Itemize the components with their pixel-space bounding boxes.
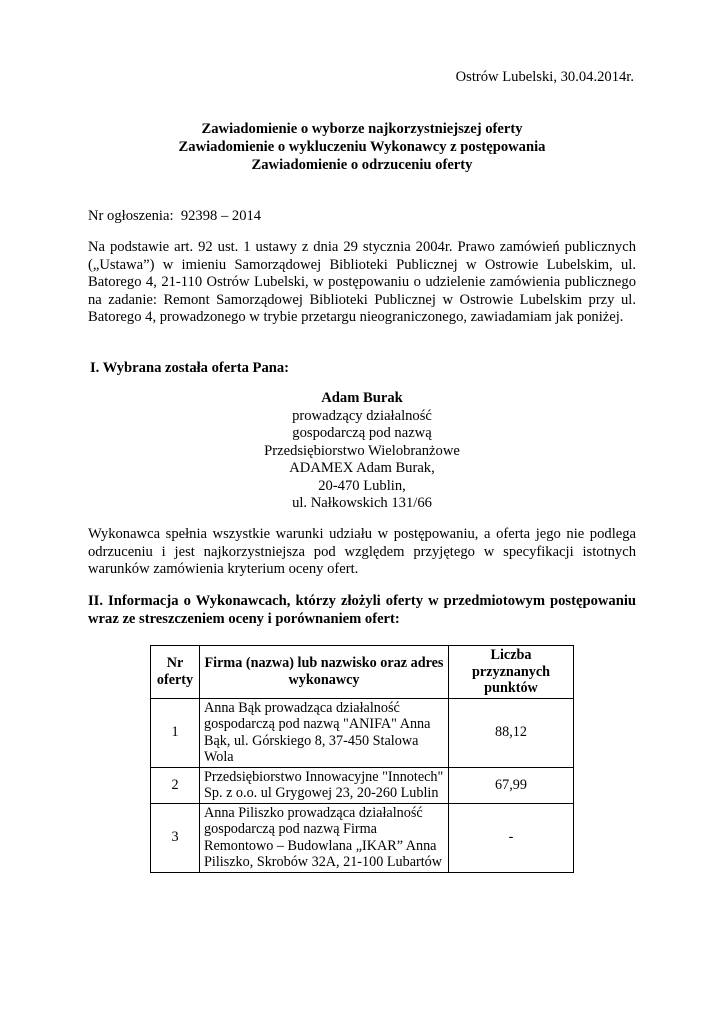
cell-points: 67,99: [449, 767, 574, 803]
title-exclusion: Zawiadomienie o wykluczeniu Wykonawcy z postępowania: [178, 139, 546, 155]
winner-line: Przedsiębiorstwo Wielobranżowe: [264, 442, 460, 459]
cell-firm: Przedsiębiorstwo Innowacyjne "Innotech" Sp. z o.o. ul Grygowej 23, 20-260 Lublin: [200, 767, 449, 803]
winner-line: ul. Nałkowskich 131/66: [292, 495, 432, 511]
table-row: [151, 698, 574, 767]
cell-points: 88,12: [449, 698, 574, 767]
cell-nr: 1: [151, 698, 200, 767]
winner-line: prowadzący działalność: [292, 407, 432, 424]
winner-line: 20-470 Lublin,: [318, 477, 406, 494]
place-and-date: Ostrów Lubelski, 30.04.2014r.: [455, 69, 634, 85]
intro-paragraph: Na podstawie art. 92 ust. 1 ustawy z dnia 29 stycznia 2004r. Prawo zamówień publicznych („Ustawa”) w imieniu Samorządowej Biblioteki Publicznej w Ostrowie Lubelskim, ul. Batorego 4, 21-110 Ostrów Lubelski, w postępowaniu o udzielenie zamówienia publicznego na zadanie: Remont Samorządowej Biblioteki Publicznej w Ostrowie Lubelskim przy ul. Batorego 4, prowadzonego w trybie przetargu nieograniczonego, zawiadamiam jak poniżej.: [88, 239, 636, 325]
verdict-paragraph: Wykonawca spełnia wszystkie warunki udziału w postępowaniu, a oferta jego nie podlega odrzuceniu i jest najkorzystniejsza pod względem przyjętego w specyfikacji istotnych warunków zamówienia kryterium oceny ofert.: [88, 526, 636, 577]
title-best-offer: Zawiadomienie o wyborze najkorzystniejszej oferty: [201, 121, 523, 137]
announcement-number: [88, 208, 261, 225]
offers-table: [150, 645, 574, 873]
header-firm: Firma (nazwa) lub nazwisko oraz adres wykonawcy: [200, 646, 449, 699]
cell-firm: Anna Bąk prowadząca działalność gospodarczą pod nazwą "ANIFA" Anna Bąk, ul. Górskiego 8, 37-450 Stalowa Wola: [200, 698, 449, 767]
section-1-heading: I. Wybrana została oferta Pana:: [90, 360, 290, 376]
winner-line: gospodarczą pod nazwą: [292, 425, 432, 441]
header-nr: Nr oferty: [151, 646, 200, 699]
table-row: [151, 803, 574, 872]
title-rejection: Zawiadomienie o odrzuceniu oferty: [251, 157, 473, 173]
document-titles: [0, 120, 724, 174]
cell-nr: 3: [151, 803, 200, 872]
section-2-heading: II. Informacja o Wykonawcach, którzy złożyli oferty w przedmiotowym postępowaniu wraz ze streszczeniem oceny i porównaniem ofert:: [88, 593, 636, 627]
winner-block: [0, 390, 724, 513]
cell-points: -: [449, 803, 574, 872]
table-header-row: [151, 646, 574, 699]
cell-firm: Anna Piliszko prowadząca działalność gospodarczą pod nazwą Firma Remontowo – Budowlana „IKAR” Anna Piliszko, Skrobów 32A, 21-100 Lubartów: [200, 803, 449, 872]
table-row: [151, 767, 574, 803]
cell-nr: 2: [151, 767, 200, 803]
announcement-value: 92398 – 2014: [180, 208, 262, 224]
winner-name: Adam Burak: [321, 390, 403, 406]
announcement-label: Nr ogłoszenia:: [88, 208, 174, 224]
winner-line: ADAMEX Adam Burak,: [289, 460, 435, 476]
header-points: Liczba przyznanych punktów: [449, 646, 574, 699]
